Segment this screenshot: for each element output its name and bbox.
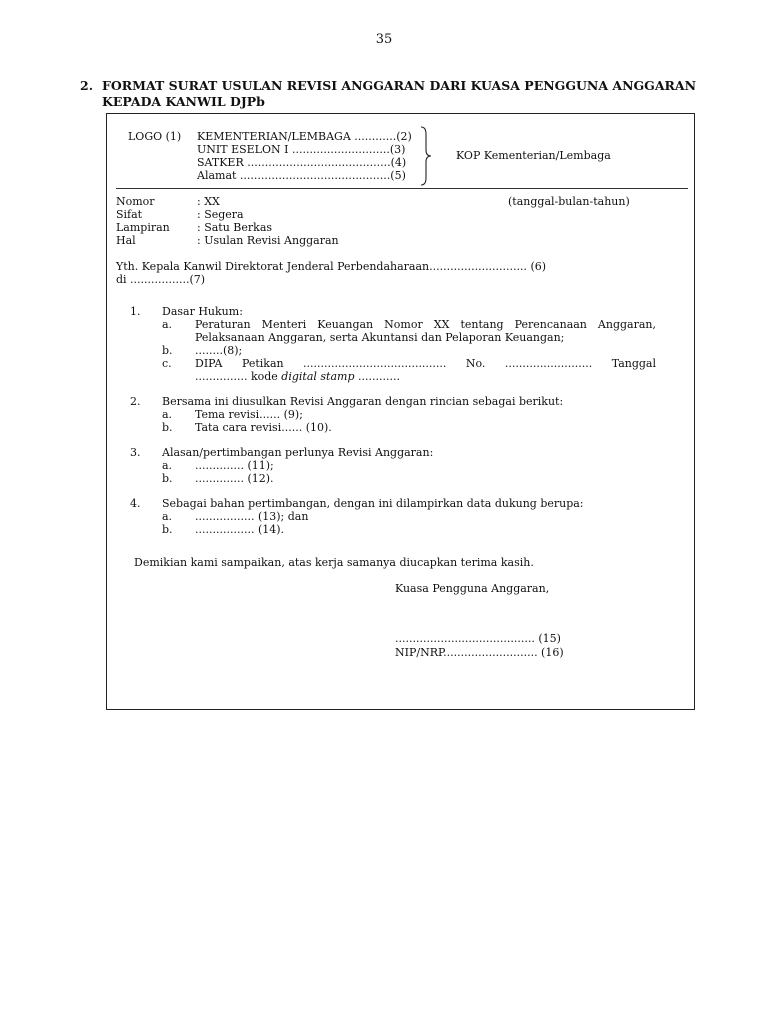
s2-a-text: Tema revisi...... (9); [195,408,303,421]
kop-satker: SATKER .........................................(4) [197,156,407,169]
heading-number: 2. [80,78,94,93]
meta-value-lampiran: : Satu Berkas [197,221,273,234]
s4-b-text: ................. (14). [195,523,285,536]
meta-label-hal: Hal [116,234,136,247]
s2-title: Bersama ini diusulkan Revisi Anggaran dengan rincian sebagai berikut: [162,395,564,408]
s3-a-letter: a. [162,459,173,472]
meta-value-nomor: : XX [197,195,220,208]
heading-line-2: KEPADA KANWIL DJPb [102,94,265,109]
digital-stamp-text: digital stamp [281,370,355,383]
meta-label-lampiran: Lampiran [116,221,170,234]
s4-a-letter: a. [162,510,173,523]
kop-address: Alamat ...........................................(5) [197,169,406,182]
kop-label: KOP Kementerian/Lembaga [456,149,611,162]
signature-title: Kuasa Pengguna Anggaran, [395,582,550,595]
letter-date: (tanggal-bulan-tahun) [508,195,630,208]
page-number: 35 [375,32,393,47]
curly-brace-icon [420,126,432,186]
closing-statement: Demikian kami sampaikan, atas kerja samanya diucapkan terima kasih. [134,556,534,569]
s1-a-letter: a. [162,318,173,331]
kop-ministry: KEMENTERIAN/LEMBAGA ............(2) [197,130,412,143]
s2-a-letter: a. [162,408,173,421]
s4-b-letter: b. [162,523,173,536]
heading-line-1: FORMAT SURAT USULAN REVISI ANGGARAN DARI KUASA PENGGUNA ANGGARAN [102,78,697,93]
s1-number: 1. [130,305,141,318]
addressee-line-1: Yth. Kepala Kanwil Direktorat Jenderal Perbendaharaan............................ (6) [116,260,547,273]
s4-a-text: ................. (13); dan [195,510,309,523]
s1-title: Dasar Hukum: [162,305,243,318]
kop-unit-eselon: UNIT ESELON I ............................(3) [197,143,406,156]
signature-name: ........................................ (15) [395,632,561,645]
s1-c-line-2: ............... kode digital stamp ............ [195,370,400,383]
signature-nip: NIP/NRP........................... (16) [395,646,564,659]
s1-b-text: ........(8); [195,344,243,357]
s4-title: Sebagai bahan pertimbangan, dengan ini dilampirkan data dukung berupa: [162,497,584,510]
kop-divider [116,188,688,189]
meta-label-nomor: Nomor [116,195,155,208]
s4-number: 4. [130,497,141,510]
addressee-line-2: di .................(7) [116,273,206,286]
s1-a-line-1: Peraturan Menteri Keuangan Nomor XX tentang Perencanaan Anggaran, [195,318,656,331]
meta-value-hal: : Usulan Revisi Anggaran [197,234,339,247]
s1-c-line-1: DIPA Petikan ......................................... No. ......................... Tanggal [195,357,656,370]
meta-value-sifat: : Segera [197,208,244,221]
s2-b-letter: b. [162,421,173,434]
s1-b-letter: b. [162,344,173,357]
s3-b-letter: b. [162,472,173,485]
logo-placeholder: LOGO (1) [128,130,182,143]
s3-title: Alasan/pertimbangan perlunya Revisi Anggaran: [162,446,434,459]
s3-number: 3. [130,446,141,459]
s2-number: 2. [130,395,141,408]
s3-a-text: .............. (11); [195,459,274,472]
s1-c-letter: c. [162,357,172,370]
meta-label-sifat: Sifat [116,208,143,221]
s2-b-text: Tata cara revisi...... (10). [195,421,332,434]
s3-b-text: .............. (12). [195,472,274,485]
s1-a-line-2: Pelaksanaan Anggaran, serta Akuntansi dan Pelaporan Keuangan; [195,331,565,344]
